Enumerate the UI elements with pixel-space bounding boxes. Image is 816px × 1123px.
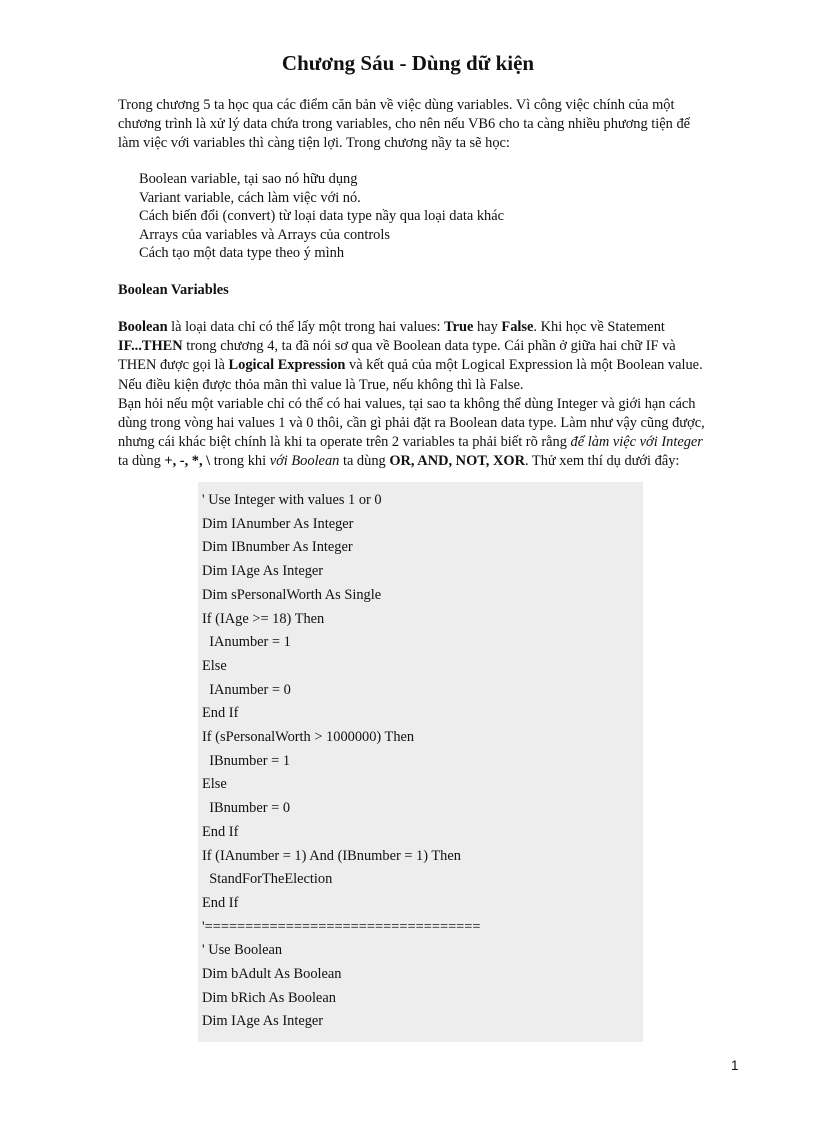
italic-term: để làm việc với Integer [570,434,703,451]
code-line: Dim IAnumber As Integer [202,515,354,532]
text-run: ta dùng [339,453,390,470]
list-item: Cách tạo một data type theo ý mình [139,245,345,262]
code-line: IBnumber = 0 [202,800,291,817]
text-run: là loại data chỉ có thể lấy một trong hai values: [167,319,445,335]
section-heading: Boolean Variables [118,282,229,298]
text-run: THEN được gọi là [118,357,229,374]
bold-term: Logical Expression [228,357,346,374]
body-line: Bạn hỏi nếu một variable chỉ có thể có hai values, tại sao ta không thể dùng Integer và giới hạn cách [118,395,696,412]
body-line [118,433,738,452]
text-run: hay [473,319,502,335]
intro-paragraph [118,96,738,154]
code-line: Dim bRich As Boolean [202,989,336,1006]
italic-term: với Boolean [269,453,340,470]
code-line: '================================== [202,918,481,935]
body-line [118,337,738,356]
list-item: Boolean variable, tại sao nó hữu dụng [139,171,358,187]
bold-term: +, -, *, \ [164,453,211,470]
intro-line: Trong chương 5 ta học qua các điểm căn bản về việc dùng variables. Vì công việc chính của một [118,97,675,113]
text-run: ta dùng [118,453,165,470]
text-run: trong khi [210,453,270,470]
bold-term: IF...THEN [118,338,183,355]
text-run: . Khi học về Statement [533,319,665,335]
code-line: If (IAnumber = 1) And (IBnumber = 1) Then [202,847,461,864]
code-line: Else [202,776,227,793]
code-block [198,482,643,1042]
code-line: Dim IAge As Integer [202,563,324,580]
topic-list [139,170,504,263]
code-line: Dim IAge As Integer [202,1013,324,1030]
text-run: trong chương 4, ta đã nói sơ qua về Boolean data type. Cái phần ở giữa hai chữ IF và [182,338,676,355]
code-line: Else [202,657,227,674]
bold-term: True [444,319,474,335]
code-line: End If [202,894,239,911]
code-line: Dim IBnumber As Integer [202,539,353,556]
code-line: IAnumber = 1 [202,634,291,651]
list-item: Cách biến đổi (convert) từ loại data type nầy qua loại data khác [139,208,505,225]
code-line: Dim sPersonalWorth As Single [202,586,382,603]
body-line [118,356,738,375]
intro-line: chương trình là xử lý data chứa trong variables, cho nên nếu VB6 cho ta càng nhiều phương tiện để [118,116,691,133]
code-line: End If [202,823,239,840]
code-line: ' Use Integer with values 1 or 0 [202,492,382,508]
bold-term: OR, AND, NOT, XOR [389,453,525,470]
code-line: End If [202,705,239,722]
code-line: Dim bAdult As Boolean [202,966,342,982]
bold-term: False [501,319,534,335]
code-line: If (IAge >= 18) Then [202,610,325,627]
boolean-paragraph [118,318,738,472]
text-run: và kết quả của một Logical Expression là một Boolean value. [345,357,703,374]
intro-line: làm việc với variables thì càng tiện lợi. Trong chương nầy ta sẽ học: [118,135,510,152]
code-line: StandForTheElection [202,871,333,888]
text-run: nhưng cái khác biệt chính là khi ta operate trên 2 variables ta phải biết rõ rằng [118,434,571,451]
code-line: If (sPersonalWorth > 1000000) Then [202,729,415,745]
list-item: Variant variable, cách làm việc với nó. [139,189,361,206]
text-run: . Thử xem thí dụ dưới đây: [524,453,680,470]
code-line: ' Use Boolean [202,942,283,959]
code-line: IBnumber = 1 [202,752,291,769]
page-number: 1 [731,1058,739,1073]
body-line [118,318,738,337]
body-line: dùng trong vòng hai values 1 và 0 thôi, cần gì phải đặt ra Boolean data type. Làm như vậy cũng được, [118,415,705,432]
page-title: Chương Sáu - Dùng dữ kiện [281,51,535,75]
body-line [118,452,738,471]
list-item: Arrays của variables và Arrays của controls [139,226,390,243]
code-line: IAnumber = 0 [202,681,291,698]
bold-term: Boolean [118,319,168,335]
body-line: Nếu điều kiện được thỏa mãn thì value là True, nếu không thì là False. [118,376,524,393]
